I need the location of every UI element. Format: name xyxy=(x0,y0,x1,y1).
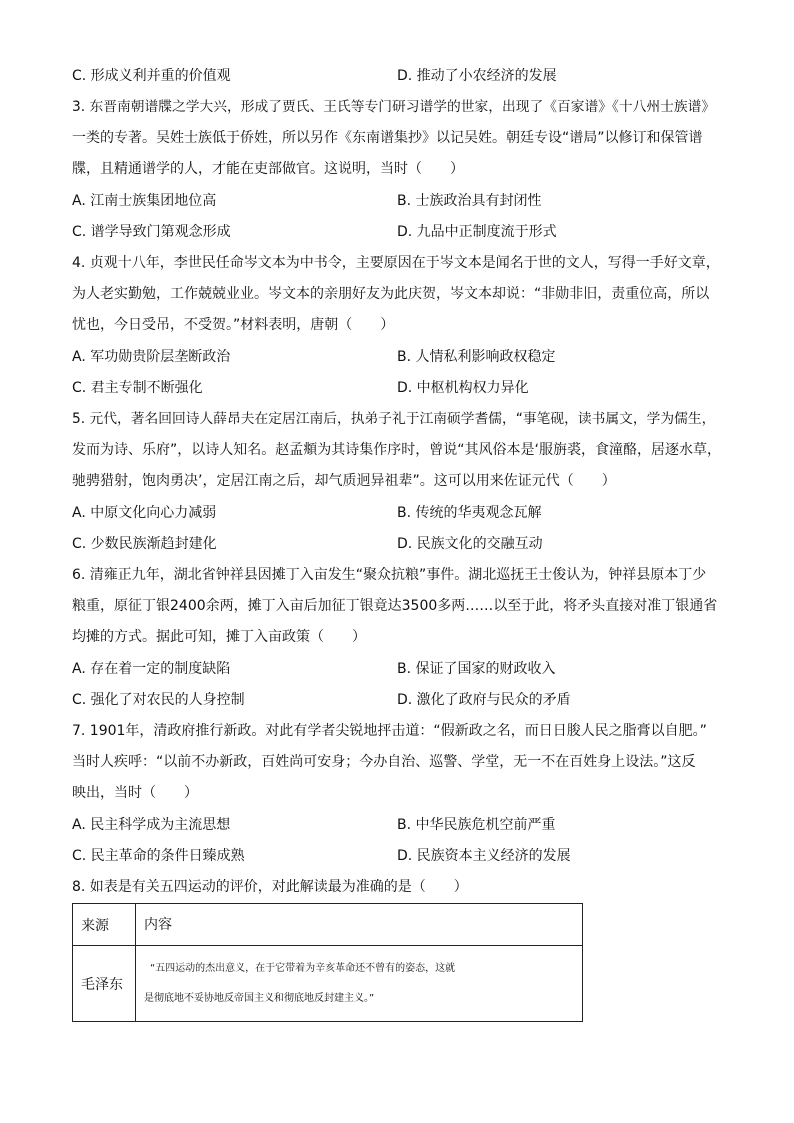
question-text: 一类的专著。吴姓士族低于侨姓，所以另作《东南谱集抄》以记吴姓。朝廷专设“谱局”以修订和保管谱 xyxy=(72,130,703,146)
option-b: B. 人情私利影响政权稳定 xyxy=(397,349,556,365)
table-cell-source: 毛泽东 xyxy=(73,946,136,1022)
option-a: A. 军功勋贵阶层垄断政治 xyxy=(72,349,231,365)
question-text: 忧也，今日受吊，不受贺。”材料表明，唐朝（ ） xyxy=(72,317,395,333)
option-a: A. 存在着一定的制度缺陷 xyxy=(72,661,231,677)
option-c: C. 形成义利并重的价值观 xyxy=(72,68,231,84)
question-text: 4. 贞观十八年，李世民任命岑文本为中书令，主要原因在于岑文本是闻名于世的文人，写得一手好文章， xyxy=(72,255,720,271)
table-header-row xyxy=(73,904,583,946)
question-text: 当时人疾呼：“以前不办新政，百姓尚可安身；今办自治、巡警、学堂，无一不在百姓身上设法。”这反 xyxy=(72,754,696,770)
option-d: D. 推动了小农经济的发展 xyxy=(397,68,557,84)
question-text: 6. 清雍正九年，湖北省钟祥县因摊丁入亩发生“聚众抗粮”事件。湖北巡抚王士俊认为，钟祥县原本丁少 xyxy=(72,567,707,583)
question-text: 驰骋猎射，饱肉勇决’，定居江南之后，却气质迥异祖辈”。这可以用来佐证元代（ ） xyxy=(72,473,616,489)
question-text: 均摊的方式。据此可知，摊丁入亩政策（ ） xyxy=(72,629,366,645)
table-cell-content xyxy=(136,946,583,1022)
quote-line: 是彻底地不妥协地反帝国主义和彻底地反封建主义。” xyxy=(144,992,375,1004)
option-d: D. 激化了政府与民众的矛盾 xyxy=(397,692,571,708)
option-d: D. 中枢机构权力异化 xyxy=(397,380,529,396)
option-d: D. 民族资本主义经济的发展 xyxy=(397,848,571,864)
option-a: A. 江南士族集团地位高 xyxy=(72,193,217,209)
option-b: B. 保证了国家的财政收入 xyxy=(397,661,556,677)
option-c: C. 民主革命的条件日臻成熟 xyxy=(72,848,245,864)
question-text: 映出，当时（ ） xyxy=(72,785,198,801)
option-a: A. 中原文化向心力减弱 xyxy=(72,505,217,521)
quote-line: “五四运动的杰出意义，在于它带着为辛亥革命还不曾有的姿态，这就 xyxy=(150,962,456,974)
evaluation-table xyxy=(72,903,583,1022)
table-row xyxy=(73,946,583,1022)
question-text: 8. 如表是有关五四运动的评价，对此解读最为准确的是（ ） xyxy=(72,879,468,895)
question-text: 5. 元代，著名回回诗人薛昂夫在定居江南后，执弟子礼于江南硕学耆儒，“事笔砚，读书属文，学为儒生， xyxy=(72,411,716,427)
option-d: D. 九品中正制度流于形式 xyxy=(397,224,557,240)
option-b: B. 士族政治具有封闭性 xyxy=(397,193,542,209)
option-c: C. 君主专制不断强化 xyxy=(72,380,203,396)
question-text: 牒，且精通谱学的人，才能在吏部做官。这说明，当时（ ） xyxy=(72,161,464,177)
option-c: C. 强化了对农民的人身控制 xyxy=(72,692,245,708)
option-a: A. 民主科学成为主流思想 xyxy=(72,817,231,833)
question-text: 为人老实勤勉，工作兢兢业业。岑文本的亲朋好友为此庆贺，岑文本却说：“非勋非旧，责重位高，所以 xyxy=(72,286,710,302)
table-header-source: 来源 xyxy=(73,904,136,946)
question-text: 发而为诗、乐府”，以诗人知名。赵孟頫为其诗集作序时，曾说“其风俗本是‘服旃裘，食潼酪，居逐水草， xyxy=(72,442,721,458)
option-c: C. 谱学导致门第观念形成 xyxy=(72,224,231,240)
option-b: B. 传统的华夷观念瓦解 xyxy=(397,505,542,521)
question-text: 3. 东晋南朝谱牒之学大兴，形成了贾氏、王氏等专门研习谱学的世家，出现了《百家谱》《十八州士族谱》 xyxy=(72,99,716,115)
option-c: C. 少数民族渐趋封建化 xyxy=(72,536,217,552)
question-text: 粮重，原征丁银2400余两，摊丁入亩后加征丁银竟达3500多两……以至于此，将矛头直接对准丁银通省 xyxy=(72,598,718,614)
option-b: B. 中华民族危机空前严重 xyxy=(397,817,556,833)
question-text: 7. 1901年，清政府推行新政。对此有学者尖锐地抨击道：“假新政之名，而日日朘人民之脂膏以自肥。” xyxy=(72,723,707,739)
table-header-content: 内容 xyxy=(136,904,583,946)
option-d: D. 民族文化的交融互动 xyxy=(397,536,543,552)
